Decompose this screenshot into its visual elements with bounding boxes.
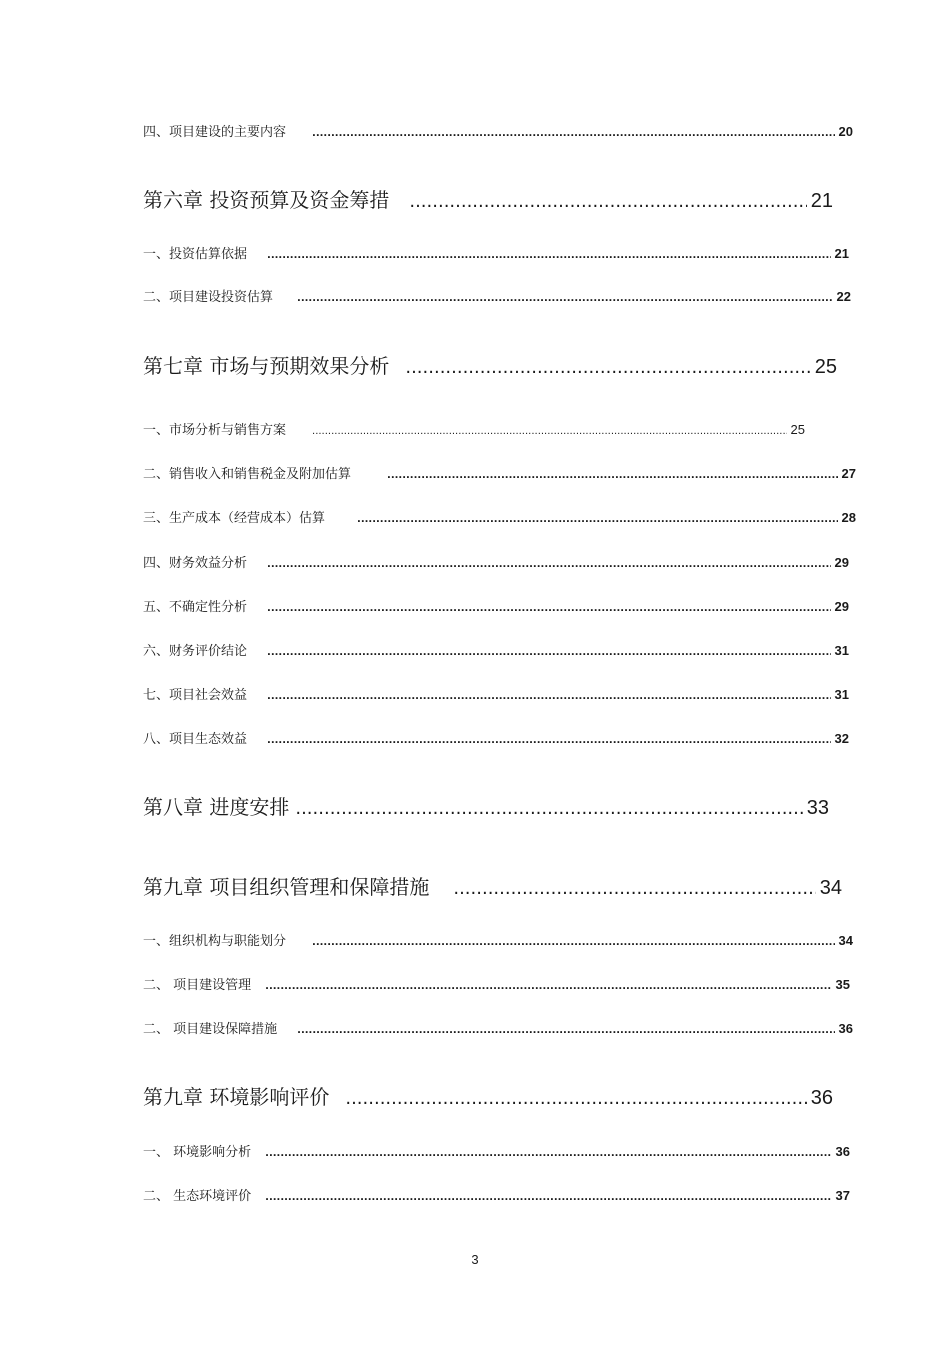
toc-entry-label: 一、 环境影响分析	[143, 1145, 252, 1160]
dot-leader	[312, 937, 835, 948]
toc-entry-page: 36	[838, 1021, 853, 1036]
dot-leader	[267, 735, 831, 746]
dot-leader	[295, 798, 802, 819]
toc-entry-label: 三、生产成本（经营成本）估算	[143, 511, 326, 526]
dot-leader	[409, 191, 806, 212]
toc-entry-page: 34	[838, 933, 853, 948]
toc-entry[interactable]	[143, 463, 856, 482]
toc-entry-page: 37	[835, 1188, 850, 1203]
toc-entry-page: 28	[841, 510, 856, 525]
toc-entry-label: 六、财务评价结论	[143, 644, 248, 659]
toc-entry[interactable]	[143, 552, 849, 571]
toc-chapter[interactable]	[143, 184, 833, 213]
toc-entry[interactable]	[143, 507, 856, 526]
toc-entry[interactable]	[143, 121, 853, 140]
toc-entry-page: 22	[836, 289, 851, 304]
toc-chapter-label: 第八章 进度安排	[143, 795, 290, 819]
dot-leader	[297, 293, 833, 304]
toc-chapter-page: 25	[814, 356, 837, 378]
toc-entry[interactable]	[143, 1141, 850, 1160]
toc-entry-page: 35	[835, 977, 850, 992]
toc-entry-label: 四、项目建设的主要内容	[143, 125, 287, 140]
toc-entry-label: 四、财务效益分析	[143, 556, 248, 571]
toc-chapter-label: 第九章 环境影响评价	[143, 1085, 330, 1109]
dot-leader	[267, 250, 831, 261]
dot-leader	[265, 1148, 831, 1159]
toc-entry-label: 五、不确定性分析	[143, 600, 248, 615]
page-number: 3	[471, 1252, 479, 1267]
toc-entry[interactable]	[143, 1185, 850, 1204]
toc-entry-page: 31	[834, 687, 849, 702]
toc-entry-page: 20	[838, 124, 853, 139]
toc-entry[interactable]	[143, 286, 851, 305]
dot-leader	[267, 559, 831, 570]
toc-chapter-label: 第九章 项目组织管理和保障措施	[143, 875, 430, 899]
toc-entry[interactable]	[143, 684, 849, 703]
toc-chapter[interactable]	[143, 350, 837, 379]
dot-leader	[267, 691, 831, 702]
toc-entry-label: 八、项目生态效益	[143, 732, 248, 747]
toc-entry-page: 32	[834, 731, 849, 746]
toc-entry-page: 25	[790, 422, 805, 437]
toc-entry[interactable]	[143, 1018, 853, 1037]
toc-entry-page: 29	[834, 555, 849, 570]
toc-entry-label: 二、 生态环境评价	[143, 1189, 252, 1204]
toc-entry-label: 一、投资估算依据	[143, 247, 248, 262]
toc-chapter[interactable]	[143, 791, 829, 820]
toc-entry-page: 31	[834, 643, 849, 658]
toc-chapter[interactable]	[143, 871, 842, 900]
toc-entry-label: 七、项目社会效益	[143, 688, 248, 703]
toc-chapter-page: 33	[806, 797, 829, 819]
toc-entry-page: 29	[834, 599, 849, 614]
toc-chapter[interactable]	[143, 1081, 833, 1110]
toc-entry[interactable]	[143, 596, 849, 615]
toc-entry-label: 一、组织机构与职能划分	[143, 934, 287, 949]
dot-leader	[297, 1025, 834, 1036]
toc-entry[interactable]	[143, 243, 849, 262]
dot-leader	[345, 1088, 806, 1109]
toc-entry-label: 二、 项目建设管理	[143, 978, 252, 993]
dot-leader	[267, 603, 831, 614]
toc-entry-page: 27	[841, 466, 856, 481]
toc-entry[interactable]	[143, 930, 853, 949]
dot-leader	[267, 647, 831, 658]
dot-leader	[357, 514, 838, 525]
dot-leader	[405, 357, 810, 378]
dot-leader	[265, 981, 831, 992]
toc-chapter-label: 第六章 投资预算及资金筹措	[143, 188, 390, 212]
toc-entry[interactable]	[143, 419, 805, 438]
toc-chapter-page: 36	[810, 1087, 833, 1109]
toc-entry-page: 36	[835, 1144, 850, 1159]
toc-chapter-page: 21	[810, 190, 833, 212]
toc-entry-label: 二、销售收入和销售税金及附加估算	[143, 467, 352, 482]
dot-leader	[387, 470, 838, 481]
toc-chapter-page: 34	[819, 877, 842, 899]
toc-entry-label: 二、项目建设投资估算	[143, 290, 274, 305]
toc-entry[interactable]	[143, 640, 849, 659]
toc-entry-label: 二、 项目建设保障措施	[143, 1022, 278, 1037]
toc-entry[interactable]	[143, 974, 850, 993]
toc-entry-page: 21	[834, 246, 849, 261]
dot-leader	[312, 426, 787, 437]
dot-leader	[453, 878, 815, 899]
toc-entry-label: 一、市场分析与销售方案	[143, 423, 287, 438]
dot-leader	[265, 1192, 831, 1203]
dot-leader	[312, 128, 835, 139]
toc-entry[interactable]	[143, 728, 849, 747]
toc-chapter-label: 第七章 市场与预期效果分析	[143, 354, 390, 378]
